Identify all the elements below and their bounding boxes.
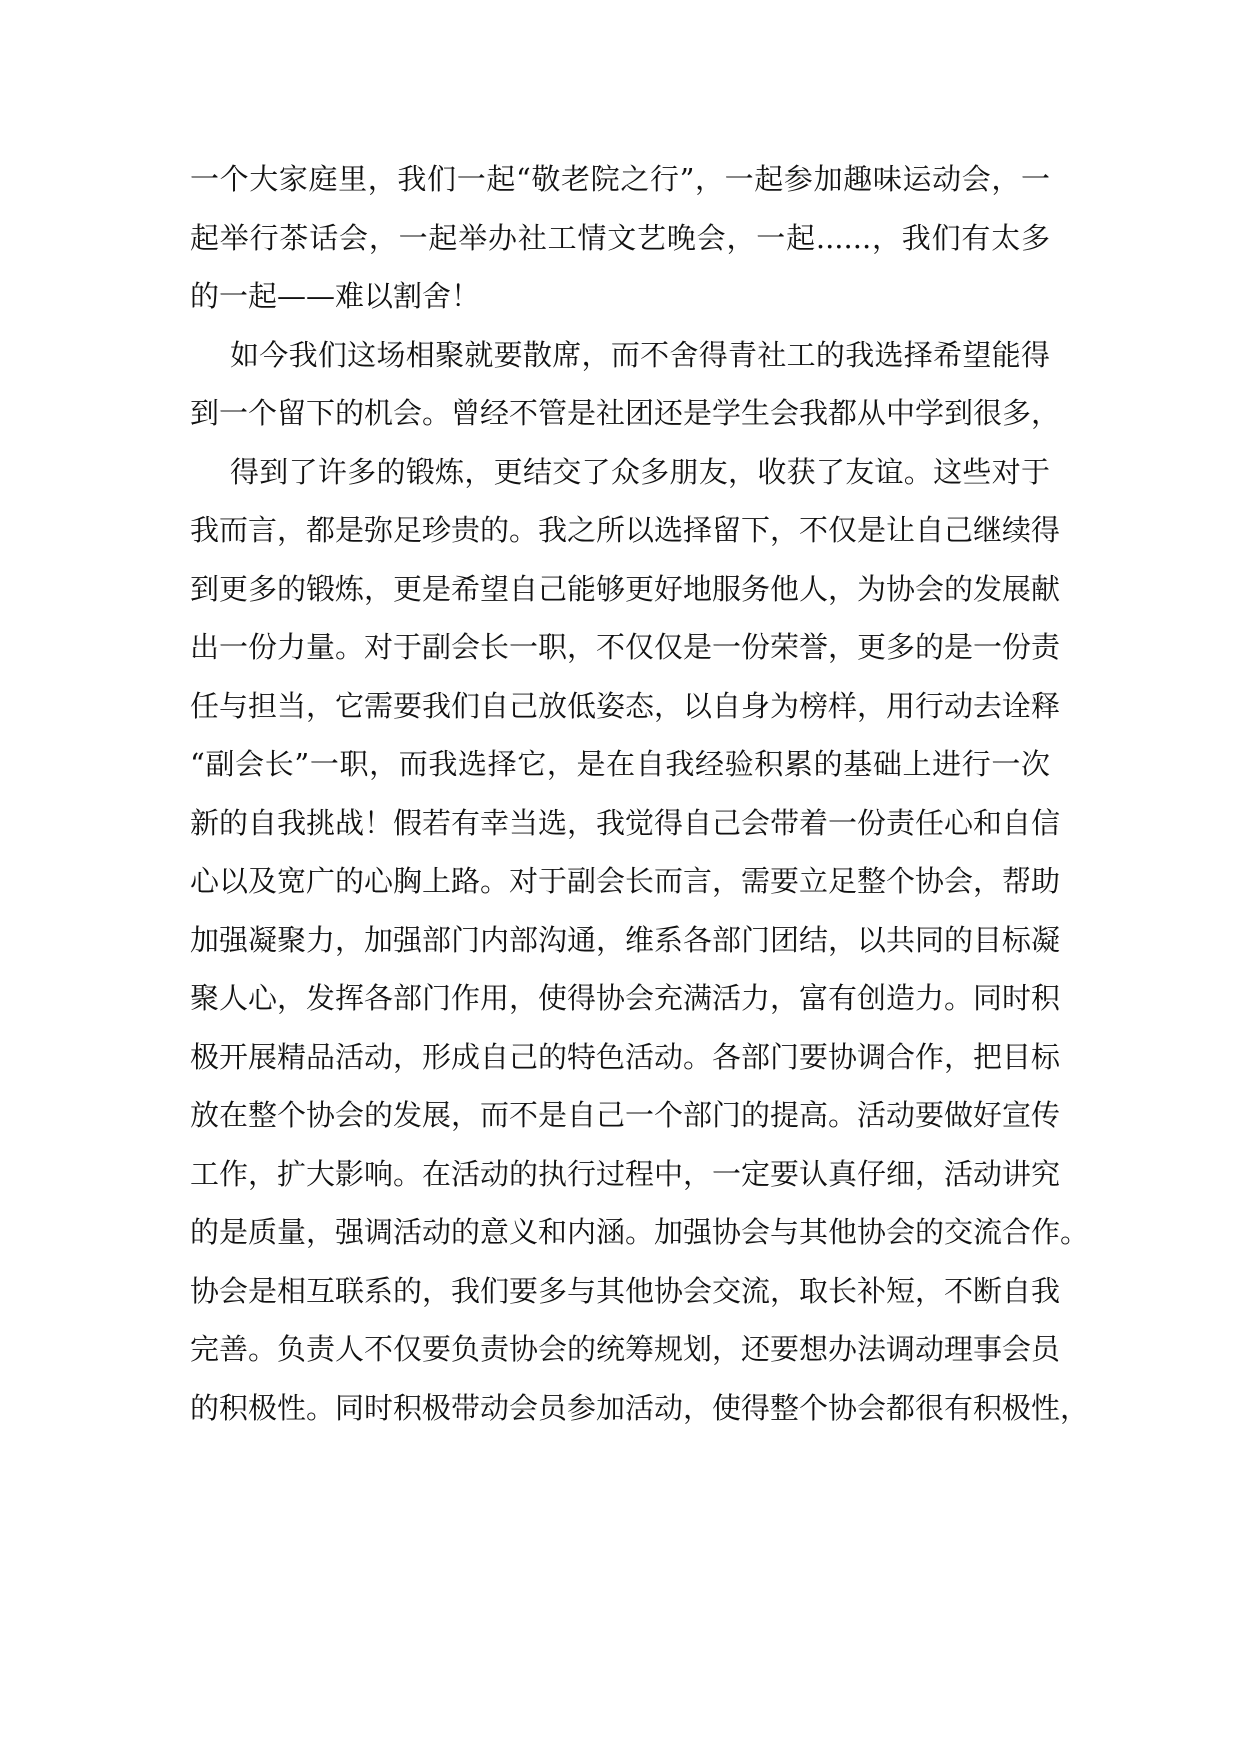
text-line: 到一个留下的机会。曾经不管是社团还是学生会我都从中学到很多，	[190, 396, 1061, 430]
text-line: 工作，扩大影响。在活动的执行过程中，一定要认真仔细，活动讲究	[190, 1156, 1061, 1191]
text-line: 的是质量，强调活动的意义和内涵。加强协会与其他协会的交流合作。	[190, 1215, 1090, 1249]
document-body	[190, 150, 1090, 1437]
text-line: 极开展精品活动，形成自己的特色活动。各部门要协调合作，把目标	[190, 1039, 1061, 1074]
text-line: 新的自我挑战！假若有幸当选，我觉得自己会带着一份责任心和自信	[190, 805, 1061, 840]
text-line: 起举行茶话会，一起举办社工情文艺晚会，一起......，我们有太多	[190, 220, 1050, 255]
text-line: 完善。负责人不仅要负责协会的统筹规划，还要想办法调动理事会员	[190, 1332, 1061, 1366]
text-line: 到更多的锻炼，更是希望自己能够更好地服务他人，为协会的发展献	[190, 571, 1061, 606]
text-line: 协会是相互联系的，我们要多与其他协会交流，取长补短，不断自我	[190, 1273, 1061, 1308]
text-line: 任与担当，它需要我们自己放低姿态，以自身为榜样，用行动去诠释	[190, 688, 1061, 723]
text-line: 心以及宽广的心胸上路。对于副会长而言，需要立足整个协会，帮助	[190, 864, 1061, 898]
text-line: 的一起——难以割舍！	[190, 279, 481, 313]
text-line: 一个大家庭里，我们一起“敬老院之行”，一起参加趣味运动会，一	[190, 162, 1050, 196]
text-line: 我而言，都是弥足珍贵的。我之所以选择留下，不仅是让自己继续得	[190, 513, 1061, 547]
text-line: 得到了许多的锻炼，更结交了众多朋友，收获了友谊。这些对于	[230, 454, 1050, 489]
text-line: 聚人心，发挥各部门作用，使得协会充满活力，富有创造力。同时积	[190, 981, 1061, 1015]
text-line: “副会长”一职，而我选择它，是在自我经验积累的基础上进行一次	[190, 747, 1050, 781]
text-line: 出一份力量。对于副会长一职，不仅仅是一份荣誉，更多的是一份责	[190, 630, 1061, 664]
text-line: 如今我们这场相聚就要散席，而不舍得青社工的我选择希望能得	[230, 337, 1050, 372]
text-line: 的积极性。同时积极带动会员参加活动，使得整个协会都很有积极性，	[190, 1390, 1090, 1425]
text-line: 放在整个协会的发展，而不是自己一个部门的提高。活动要做好宣传	[190, 1098, 1061, 1132]
text-line: 加强凝聚力，加强部门内部沟通，维系各部门团结，以共同的目标凝	[190, 922, 1061, 957]
